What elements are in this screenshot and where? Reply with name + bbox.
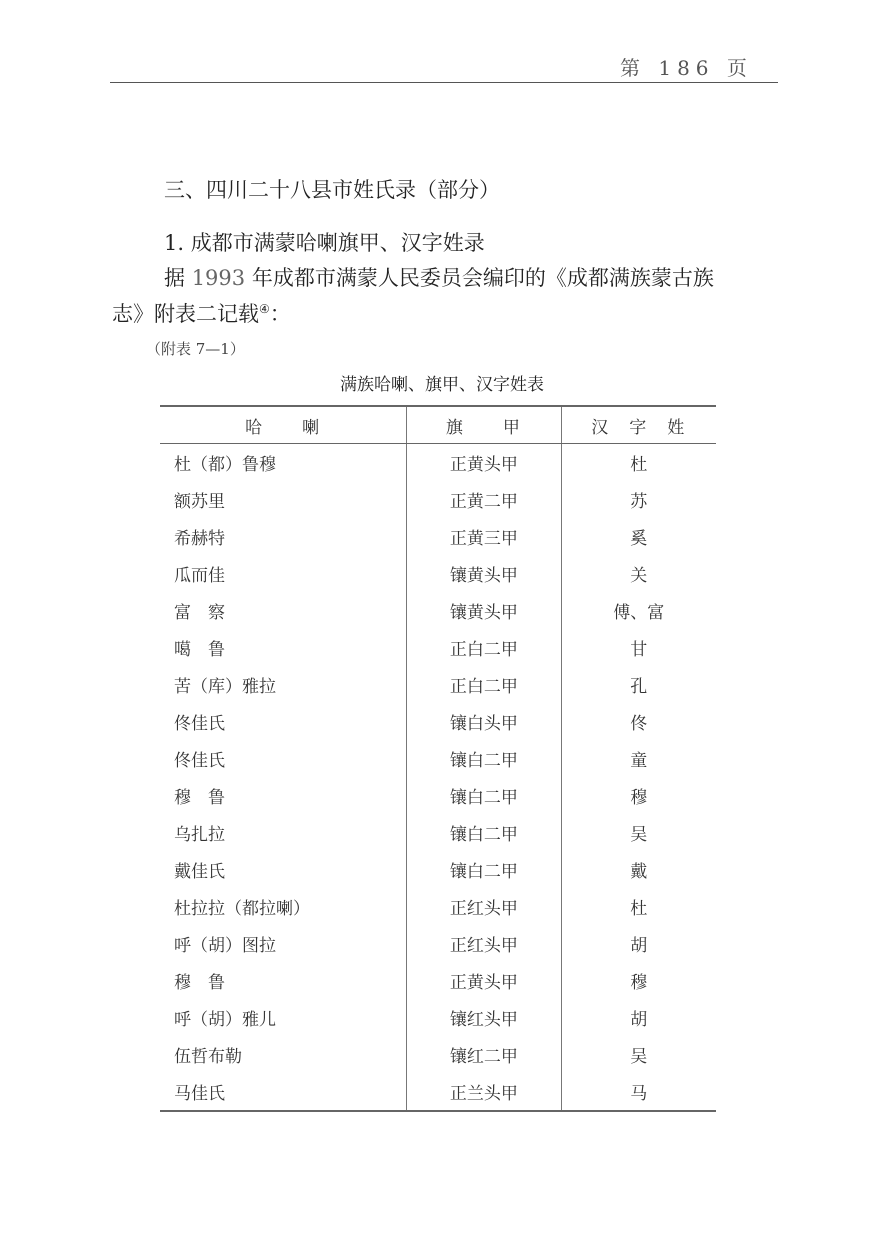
body-paragraph-line-1 [164,262,714,292]
table-row [160,962,716,999]
cell-hala: 富 察 [174,603,225,623]
table-row [160,777,716,814]
cell-han-surname: 苏 [630,492,648,512]
column-header-hala: 哈 喇 [160,406,407,444]
table-body [160,444,716,1112]
cell-qijia: 正黄头甲 [407,962,561,999]
cell-han-surname: 穆 [630,788,648,808]
cell-han-surname: 穆 [630,973,648,993]
cell-hala: 戴佳氏 [174,862,225,882]
cell-qijia: 镶红头甲 [407,999,561,1036]
column-header-han-surname: 汉 字 姓 [561,406,716,444]
cell-hala: 杜拉拉（都拉喇） [174,899,310,919]
table-caption [0,370,888,395]
surname-table [160,405,716,1112]
cell-qijia: 镶白二甲 [407,814,561,851]
cell-han-surname: 吴 [630,1047,648,1067]
cell-qijia: 镶红二甲 [407,1036,561,1073]
cell-han-surname: 奚 [630,529,648,549]
cell-qijia: 镶白二甲 [407,740,561,777]
table-row [160,1073,716,1111]
body-text: ： [269,302,291,326]
table-row [160,1036,716,1073]
cell-han-surname: 戴 [630,862,648,882]
section-heading: 三、四川二十八县市姓氏录（部分） [164,178,500,202]
table-row [160,444,716,482]
table-row [160,740,716,777]
cell-qijia: 镶白二甲 [407,851,561,888]
cell-hala: 马佳氏 [160,1073,407,1111]
table-row [160,999,716,1036]
cell-han-surname: 甘 [630,640,648,660]
cell-qijia: 正白二甲 [407,666,561,703]
cell-qijia: 正黄二甲 [407,481,561,518]
cell-hala: 瓜而佳 [174,566,225,586]
cell-qijia: 正黄三甲 [407,518,561,555]
cell-hala: 穆 鲁 [174,788,225,808]
cell-hala: 乌扎拉 [174,825,225,845]
table-row [160,925,716,962]
cell-hala: 苦（库）雅拉 [174,677,276,697]
cell-hala: 呼（胡）雅儿 [174,1010,276,1030]
table-label: （附表 7—1） [146,340,245,358]
body-text: 年成都市满蒙人民委员会编印的《成都满族蒙古族 [245,266,714,290]
table-header-row [160,406,716,444]
table-row [160,481,716,518]
header-rule [110,82,778,83]
table-row [160,629,716,666]
cell-hala: 杜（都）鲁穆 [174,455,276,475]
cell-hala: 噶 鲁 [174,640,225,660]
cell-qijia: 镶白二甲 [407,777,561,814]
table-caption-text: 满族哈喇、旗甲、汉字姓表 [340,375,544,395]
body-text: 据 [164,266,192,290]
cell-qijia: 正黄头甲 [407,444,561,482]
cell-han-surname: 傅、富 [613,603,665,623]
cell-han-surname: 胡 [630,936,648,956]
table-row [160,851,716,888]
body-text: 志》附表二记载 [112,302,259,326]
cell-han-surname: 杜 [630,455,648,475]
column-header-qijia: 旗 甲 [407,406,561,444]
table-row [160,666,716,703]
cell-qijia: 正兰头甲 [407,1073,561,1111]
table-row [160,888,716,925]
cell-hala: 额苏里 [174,492,225,512]
cell-qijia: 镶白头甲 [407,703,561,740]
cell-han-surname: 杜 [630,899,648,919]
cell-qijia: 正白二甲 [407,629,561,666]
cell-qijia: 镶黄头甲 [407,555,561,592]
cell-qijia: 正红头甲 [407,925,561,962]
cell-hala: 希赫特 [174,529,225,549]
cell-hala: 伍哲布勒 [174,1047,242,1067]
cell-han-surname: 孔 [630,677,648,697]
table-row [160,518,716,555]
table-row [160,592,716,629]
cell-han-surname: 吴 [630,825,648,845]
cell-hala: 呼（胡）图拉 [174,936,276,956]
body-paragraph-line-2 [112,298,291,328]
table-row [160,703,716,740]
cell-hala: 佟佳氏 [174,751,225,771]
year: 1993 [191,266,246,290]
cell-han-surname: 马 [561,1073,716,1111]
cell-hala: 佟佳氏 [174,714,225,734]
cell-han-surname: 童 [630,751,648,771]
cell-han-surname: 胡 [630,1010,648,1030]
cell-qijia: 镶黄头甲 [407,592,561,629]
cell-han-surname: 佟 [630,714,648,734]
subsection-heading: 1. 成都市满蒙哈喇旗甲、汉字姓录 [164,231,485,255]
table-row [160,555,716,592]
cell-hala: 穆 鲁 [174,973,225,993]
cell-qijia: 正红头甲 [407,888,561,925]
page-number: 第 186 页 [620,56,753,80]
footnote-marker[interactable]: ④ [259,302,270,316]
cell-han-surname: 关 [630,566,648,586]
table-row [160,814,716,851]
